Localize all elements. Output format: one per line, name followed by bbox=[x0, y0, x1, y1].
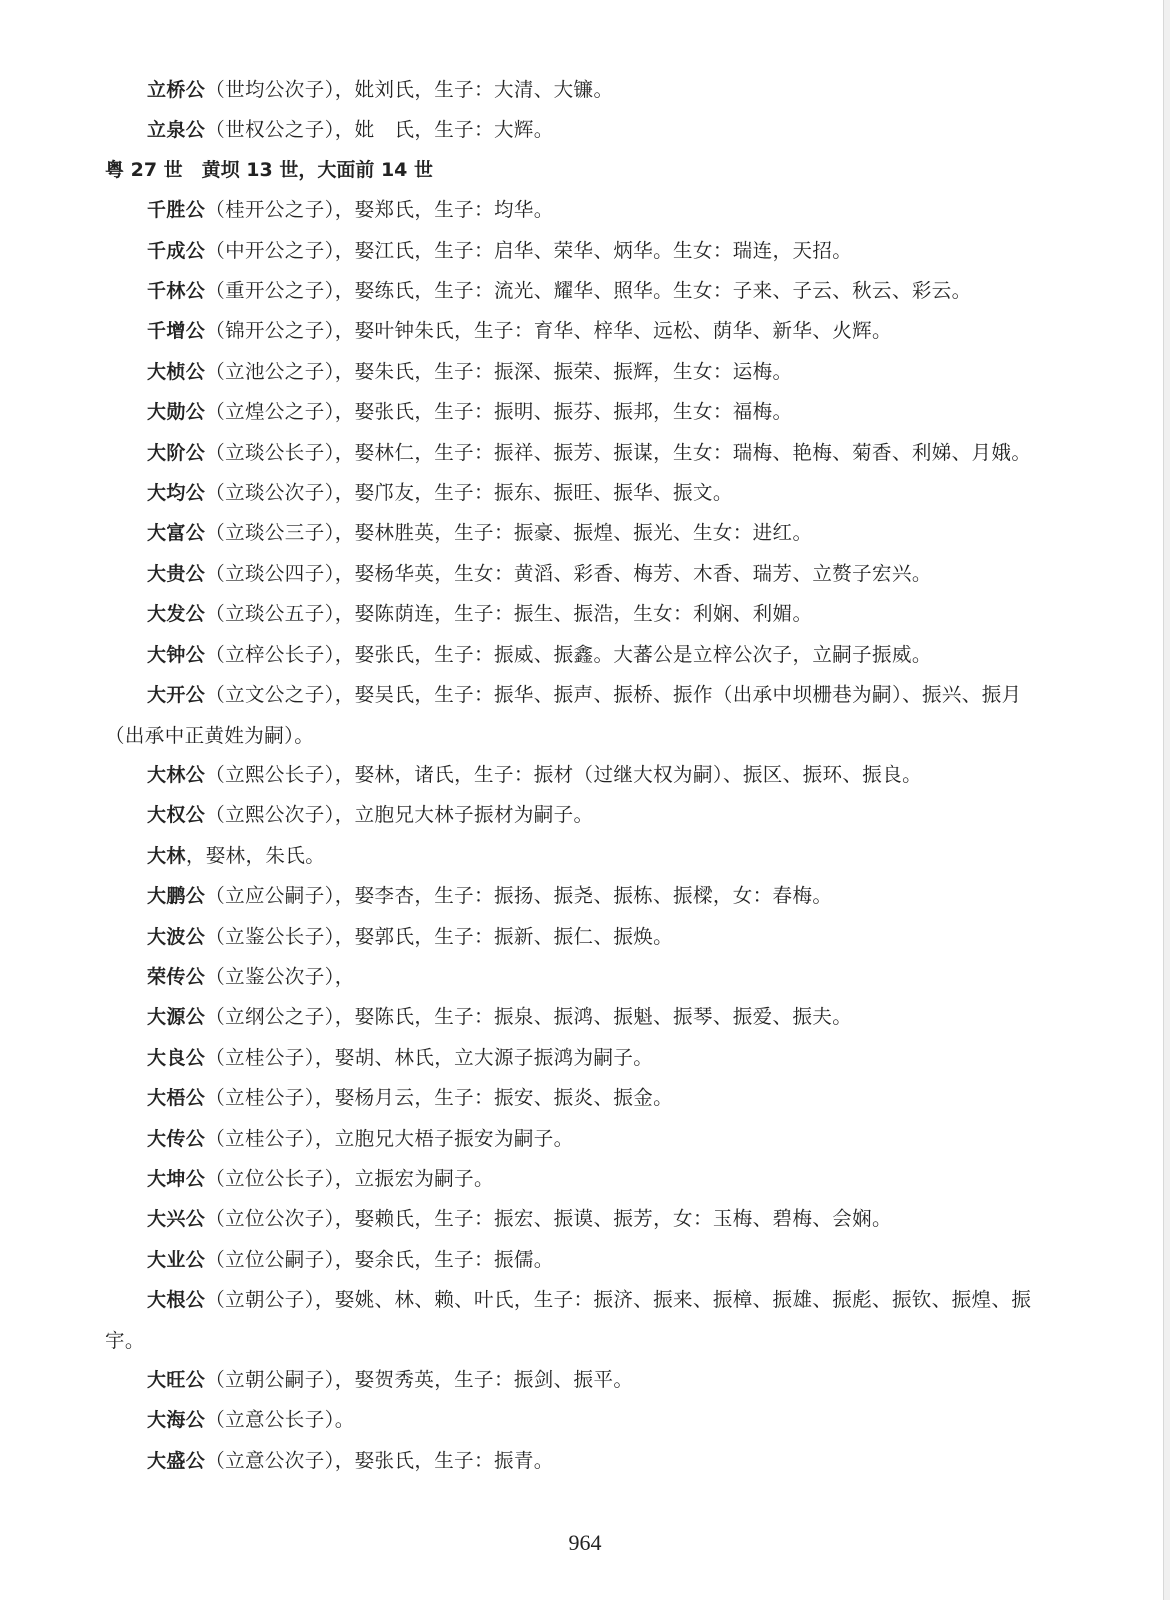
entry-text: （立应公嗣子），娶李杏，生子：振扬、振尧、振栋、振樑，女：春梅。 bbox=[205, 884, 833, 908]
entry-line bbox=[105, 1400, 1035, 1440]
entry-line bbox=[105, 513, 1035, 553]
entry-text: （立煌公之子），娶张氏，生子：振明、振芬、振邦，生女：福梅。 bbox=[205, 400, 793, 424]
entry-name: 大贵公 bbox=[147, 562, 206, 585]
entry-text: （立鉴公次子）， bbox=[205, 964, 355, 988]
entry-text: （立琰公次子），娶邝友，生子：振东、振旺、振华、振文。 bbox=[205, 481, 733, 505]
entry-text: （桂开公之子），娶郑氏，生子：均华。 bbox=[205, 198, 554, 222]
entry-line bbox=[105, 876, 1035, 916]
entry-name: 大林 bbox=[147, 844, 186, 867]
entry-line bbox=[105, 231, 1035, 271]
entry-line bbox=[105, 755, 1035, 795]
entry-name: 大富公 bbox=[147, 522, 206, 545]
entry-line bbox=[105, 795, 1035, 835]
entry-line bbox=[105, 836, 1035, 876]
entry-line bbox=[105, 1119, 1035, 1159]
page-edge bbox=[1163, 0, 1170, 1600]
entry-line bbox=[105, 594, 1035, 634]
entry-text: （立位公长子），立振宏为嗣子。 bbox=[205, 1166, 494, 1190]
entry-name: 大良公 bbox=[147, 1046, 206, 1069]
entry-name: 立桥公 bbox=[147, 79, 206, 101]
entry-line bbox=[105, 352, 1035, 392]
entry-line bbox=[105, 917, 1035, 957]
entry-text: （立朝公嗣子），娶贺秀英，生子：振剑、振平。 bbox=[205, 1368, 634, 1391]
entry-name: 荣传公 bbox=[147, 965, 206, 988]
entry-line bbox=[105, 1078, 1035, 1118]
entry-text: （立桂公子），娶胡、林氏，立大源子振鸿为嗣子。 bbox=[205, 1045, 654, 1069]
entry-name: 大传公 bbox=[147, 1127, 206, 1150]
entry-text: （立意公长子）。 bbox=[205, 1408, 355, 1432]
entry-line bbox=[105, 1038, 1035, 1078]
entry-line bbox=[105, 554, 1035, 594]
entry-text: （世均公次子），妣刘氏，生子：大清、大镰。 bbox=[205, 78, 614, 101]
entry-name: 千林公 bbox=[147, 280, 206, 303]
entry-line bbox=[105, 473, 1035, 513]
entry-line bbox=[105, 311, 1035, 351]
entry-text: （立琰公五子），娶陈荫连，生子：振生、振浩，生女：利娴、利媚。 bbox=[205, 602, 813, 626]
entry-text: （立熙公次子），立胞兄大林子振材为嗣子。 bbox=[205, 803, 594, 827]
entry-name: 大桢公 bbox=[147, 360, 206, 383]
entry-line bbox=[105, 957, 1035, 997]
entry-line bbox=[105, 271, 1035, 311]
entry-line bbox=[105, 997, 1035, 1037]
entry-line bbox=[105, 1441, 1035, 1481]
entry-text: （立琰公长子），娶林仁，生子：振祥、振芳、振谋，生女：瑞梅、艳梅、菊香、利娣、月娥。 bbox=[205, 440, 1032, 464]
entry-text: （立鉴公长子），娶郭氏，生子：振新、振仁、振焕。 bbox=[205, 924, 674, 948]
entry-line bbox=[105, 1199, 1035, 1239]
entry-text: （中开公之子），娶江氏，生子：启华、荣华、炳华。生女：瑞连，天招。 bbox=[205, 238, 853, 262]
entry-text: （立朝公子），娶姚、林、赖、叶氏，生子：振济、振来、振樟、振雄、振彪、振钦、振煌、振宇。 bbox=[105, 1288, 1032, 1352]
entry-line bbox=[105, 635, 1035, 675]
page-number: 964 bbox=[568, 1530, 602, 1555]
entry-text: （锦开公之子），娶叶钟朱氏，生子：育华、梓华、远松、荫华、新华、火辉。 bbox=[205, 319, 892, 343]
entry-name: 大林公 bbox=[147, 763, 206, 786]
entry-line bbox=[105, 110, 1035, 150]
entry-text: （立桂公子），娶杨月云，生子：振安、振炎、振金。 bbox=[205, 1086, 674, 1110]
entry-name: 大源公 bbox=[147, 1006, 206, 1029]
entry-text: （立梓公长子），娶张氏，生子：振威、振鑫。大蕃公是立梓公次子，立嗣子振威。 bbox=[205, 642, 932, 666]
entry-text: （立位公嗣子），娶余氏，生子：振儒。 bbox=[205, 1247, 554, 1271]
entry-name: 大权公 bbox=[147, 804, 206, 827]
entry-name: 大坤公 bbox=[147, 1167, 206, 1190]
generation-heading: 粤 27 世 黄坝 13 世，大面前 14 世 bbox=[105, 158, 434, 181]
page-content bbox=[105, 70, 1035, 1481]
entry-name: 大旺公 bbox=[147, 1369, 206, 1391]
entry-line bbox=[105, 675, 1035, 755]
entry-name: 大开公 bbox=[147, 684, 206, 707]
entry-name: 大兴公 bbox=[147, 1208, 206, 1231]
entry-name: 大梧公 bbox=[147, 1087, 206, 1110]
entry-name: 大盛公 bbox=[147, 1449, 206, 1472]
entry-name: 立泉公 bbox=[147, 119, 206, 142]
entry-name: 大鹏公 bbox=[147, 885, 206, 908]
entry-text: （立琰公四子），娶杨华英，生女：黄滔、彩香、梅芳、木香、瑞芳、立赘子宏兴。 bbox=[205, 561, 932, 585]
entry-name: 大发公 bbox=[147, 603, 206, 626]
entry-text: （重开公之子），娶练氏，生子：流光、耀华、照华。生女：子来、子云、秋云、彩云。 bbox=[205, 279, 972, 303]
entry-text: （立池公之子），娶朱氏，生子：振深、振荣、振辉，生女：运梅。 bbox=[205, 359, 793, 383]
entry-name: 大均公 bbox=[147, 482, 206, 505]
entry-name: 大海公 bbox=[147, 1409, 206, 1432]
entry-text: （世权公之子），妣 氏，生子：大辉。 bbox=[205, 118, 554, 142]
entry-text: （立纲公之子），娶陈氏，生子：振泉、振鸿、振魁、振琴、振爱、振夫。 bbox=[205, 1005, 853, 1029]
entry-name: 大勋公 bbox=[147, 401, 206, 424]
entry-name: 大波公 bbox=[147, 925, 206, 948]
entry-name: 大业公 bbox=[147, 1248, 206, 1271]
entry-text: （立位公次子），娶赖氏，生子：振宏、振谟、振芳，女：玉梅、碧梅、会娴。 bbox=[205, 1207, 892, 1231]
entry-name: 大钟公 bbox=[147, 643, 206, 666]
entry-name: 大根公 bbox=[147, 1289, 206, 1312]
entry-name: 大阶公 bbox=[147, 441, 206, 464]
entry-line bbox=[105, 1159, 1035, 1199]
entry-line bbox=[105, 190, 1035, 230]
entry-text: （立琰公三子），娶林胜英，生子：振豪、振煌、振光、生女：进红。 bbox=[205, 521, 813, 545]
entry-line bbox=[105, 1240, 1035, 1280]
entry-text: （立意公次子），娶张氏，生子：振青。 bbox=[205, 1448, 554, 1472]
entry-text: ，娶林，朱氏。 bbox=[185, 843, 326, 867]
entry-text: （立文公之子），娶吴氏，生子：振华、振声、振桥、振作（出承中坝栅巷为嗣）、振兴、振月（出承中正黄姓为嗣）。 bbox=[105, 683, 1022, 747]
entry-line bbox=[105, 433, 1035, 473]
entry-text: （立熙公长子），娶林，诸氏，生子：振材（过继大权为嗣）、振区、振环、振良。 bbox=[205, 762, 923, 786]
entry-text: （立桂公子），立胞兄大梧子振安为嗣子。 bbox=[205, 1126, 574, 1150]
entry-line bbox=[105, 392, 1035, 432]
entry-name: 千胜公 bbox=[147, 199, 206, 222]
entry-name: 千成公 bbox=[147, 239, 206, 262]
entry-list bbox=[105, 190, 1035, 1481]
entry-name: 千增公 bbox=[147, 320, 206, 343]
entry-line bbox=[105, 70, 1035, 110]
entry-line bbox=[105, 1360, 1035, 1400]
entry-line bbox=[105, 1280, 1035, 1360]
